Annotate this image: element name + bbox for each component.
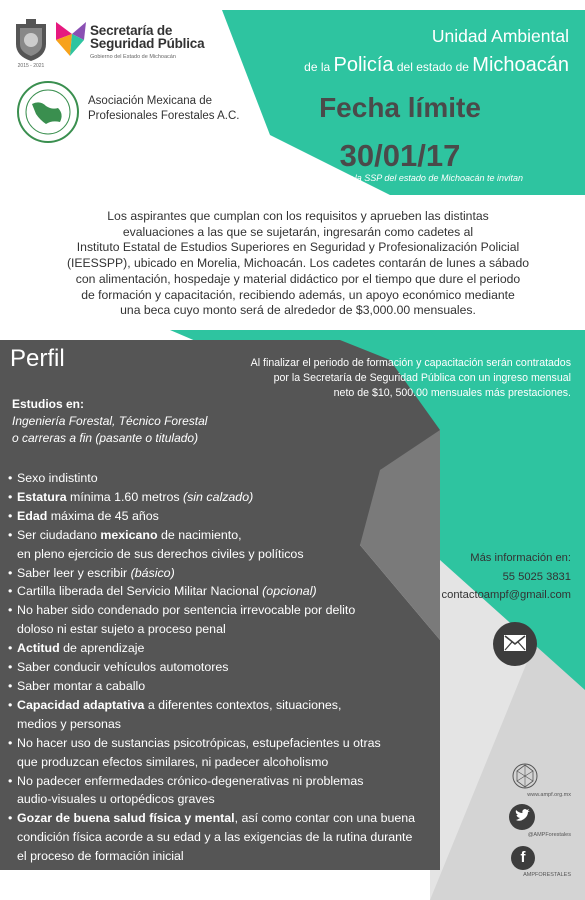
title-unidad-ambiental: Unidad Ambiental: [431, 26, 569, 46]
requirement-item: [8, 658, 428, 677]
bullet: •: [8, 678, 13, 693]
bullet: •: [8, 508, 13, 523]
facebook-handle[interactable]: AMPFORESTALES: [523, 872, 571, 878]
contract-line: Al finalizar el periodo de formación y capacitación serán contratados: [250, 357, 571, 369]
ampf-logo: [16, 80, 256, 150]
ampf-name: [88, 94, 240, 124]
bullet: •: [8, 565, 13, 580]
ssp-name-line1: Secretaría de: [90, 23, 173, 38]
requirement-rest: Saber leer y escribir: [17, 565, 131, 580]
requirement-continuation: condición física acorde a su edad y a las exigencias de la rutina durante: [17, 830, 413, 845]
ssp-logo: [12, 18, 212, 72]
bullet: •: [8, 471, 13, 485]
seal-icon: [12, 18, 50, 62]
intro-paragraph: [48, 209, 548, 319]
requirement-continuation: el proceso de formación inicial: [17, 849, 184, 864]
facebook-icon[interactable]: f: [511, 846, 535, 870]
requirement-rest: de aprendizaje: [59, 641, 145, 656]
ssp-subtitle: Gobierno del Estado de Michoacán: [90, 54, 176, 60]
mail-button[interactable]: [493, 622, 537, 666]
contact-phone: 55 5025 3831: [502, 570, 571, 583]
requirement-bold: Capacidad adaptativa: [17, 697, 145, 712]
title-part-a: de la: [304, 60, 334, 74]
requirement-item: [8, 639, 428, 658]
invite-text: La AMPF y la SSP del estado de Michoacán te invitan: [308, 173, 523, 183]
ampf-name-line1: Asociación Mexicana de: [88, 95, 213, 107]
deadline-label: Fecha límite: [319, 92, 481, 123]
requirement-item: [8, 507, 428, 526]
requirement-continuation: doloso ni estar sujeto a proceso penal: [17, 622, 226, 637]
twitter-button[interactable]: [509, 804, 535, 830]
bullet: •: [8, 773, 13, 788]
contact-heading: Más información en:: [470, 552, 571, 564]
requirement-continuation: medios y personas: [17, 716, 121, 731]
intro-line: una beca cuyo monto será de alrededor de $3,000.00 mensuales.: [120, 303, 476, 318]
title-part-c: del estado de: [393, 60, 473, 74]
requirement-ital: (opcional): [262, 584, 317, 599]
bullet: •: [8, 811, 13, 826]
requirement-item: [8, 734, 428, 772]
ampf-name-line2: Profesionales Forestales A.C.: [88, 110, 240, 122]
requirement-rest: máxima de 45 años: [47, 508, 159, 523]
deadline-date: 30/01/17: [339, 138, 461, 173]
contact-email[interactable]: contactoampf@gmail.com: [441, 589, 571, 601]
requirement-rest: No hacer uso de sustancias psicotrópicas, estupefacientes u otras: [17, 735, 381, 750]
requirement-rest: de nacimiento,: [157, 527, 242, 542]
requirement-bold: Actitud: [17, 641, 60, 656]
contract-line: por la Secretaría de Seguridad Pública con un ingreso mensual: [273, 372, 571, 384]
requirement-item: [8, 526, 428, 564]
title-part-d: Michoacán: [472, 54, 569, 76]
title-policia-michoacan: [304, 54, 569, 77]
intro-line: con alimentación, hospedaje y material didáctico por el tiempo que dure el periodo: [75, 271, 521, 286]
requirement-item: [8, 809, 428, 866]
studies-heading: Estudios en:: [12, 397, 85, 411]
requirement-continuation: audio-visuales u ortopédicos graves: [17, 792, 215, 807]
intro-line: de formación y capacitación, recibiendo además, un apoyo económico mediante: [81, 287, 515, 302]
globe-icon: [511, 762, 539, 790]
intro-line: Los aspirantes que cumplan con los requisitos y aprueben las distintas: [107, 209, 489, 223]
title-part-b: Policía: [333, 54, 394, 76]
twitter-handle[interactable]: @AMPForestales: [527, 832, 571, 838]
requirement-continuation: que produzcan efectos similares, ni padecer alcoholismo: [17, 754, 329, 769]
intro-line: evaluaciones a las que se sujetarán, ingresarán como cadetes al: [122, 224, 474, 239]
requirement-rest: No haber sido condenado por sentencia irrevocable por delito: [17, 603, 356, 618]
requirement-ital: (básico): [130, 565, 175, 580]
bullet: •: [8, 697, 13, 712]
ssp-name-line2: Seguridad Pública: [90, 36, 205, 51]
contract-line: neto de $10, 500.00 mensuales más prestaciones.: [333, 387, 571, 399]
website-link[interactable]: www.ampf.org.mx: [527, 792, 571, 798]
requirement-item: [8, 677, 428, 696]
requirement-rest: , así como contar con una buena: [234, 811, 416, 826]
requirement-rest: Sexo indistinto: [17, 471, 98, 485]
bullet: •: [8, 527, 13, 542]
bullet: •: [8, 641, 13, 656]
mail-icon: [504, 635, 526, 651]
requirement-continuation: en pleno ejercicio de sus derechos civiles y políticos: [17, 546, 304, 561]
requirement-rest: mínima 1.60 metros: [66, 489, 183, 504]
requirement-bold: Edad: [17, 508, 48, 523]
requirement-bold: Gozar de buena salud física y mental: [17, 811, 235, 826]
ssp-name: [90, 24, 204, 50]
kite-logo-icon: [54, 20, 88, 58]
intro-line: (IEESSPP), ubicado en Morelia, Michoacán. Los cadetes contarán de lunes a sábado: [66, 256, 530, 271]
bullet: •: [8, 660, 13, 675]
requirement-item: [8, 601, 428, 639]
requirement-rest: Saber conducir vehículos automotores: [17, 660, 229, 675]
requirement-pre: Ser ciudadano: [17, 527, 101, 542]
ampf-emblem-icon: [16, 80, 80, 144]
requirement-item: [8, 696, 428, 734]
requirement-rest: a diferentes contextos, situaciones,: [144, 697, 342, 712]
seal-years: 2015 - 2021: [17, 63, 45, 69]
contract-paragraph: [171, 356, 571, 401]
requirement-rest: No padecer enfermedades crónico-degenerativas ni problemas: [17, 773, 364, 788]
studies-line: Ingeniería Forestal, Técnico Forestal: [12, 414, 208, 428]
requirement-item: [8, 469, 428, 488]
perfil-heading: Perfil: [10, 345, 65, 372]
requirement-item: [8, 564, 428, 583]
requirement-item: [8, 488, 428, 507]
requirement-rest: Saber montar a caballo: [17, 678, 146, 693]
requirements-list: [8, 469, 428, 866]
bullet: •: [8, 735, 13, 750]
bullet: •: [8, 489, 13, 504]
studies-block: [12, 396, 332, 447]
requirement-bold: Estatura: [17, 489, 67, 504]
requirement-ital: (sin calzado): [182, 489, 254, 504]
bullet: •: [8, 584, 13, 599]
requirement-item: [8, 582, 428, 601]
contact-block: [442, 549, 572, 605]
studies-line: o carreras a fin (pasante o titulado): [12, 431, 199, 445]
intro-line: Instituto Estatal de Estudios Superiores en Seguridad y Profesionalización Policial: [76, 240, 520, 255]
twitter-icon: [509, 804, 535, 830]
requirement-item: [8, 772, 428, 810]
requirement-rest: Cartilla liberada del Servicio Militar Nacional: [17, 584, 263, 599]
bullet: •: [8, 603, 13, 618]
requirement-bold: mexicano: [100, 527, 158, 542]
